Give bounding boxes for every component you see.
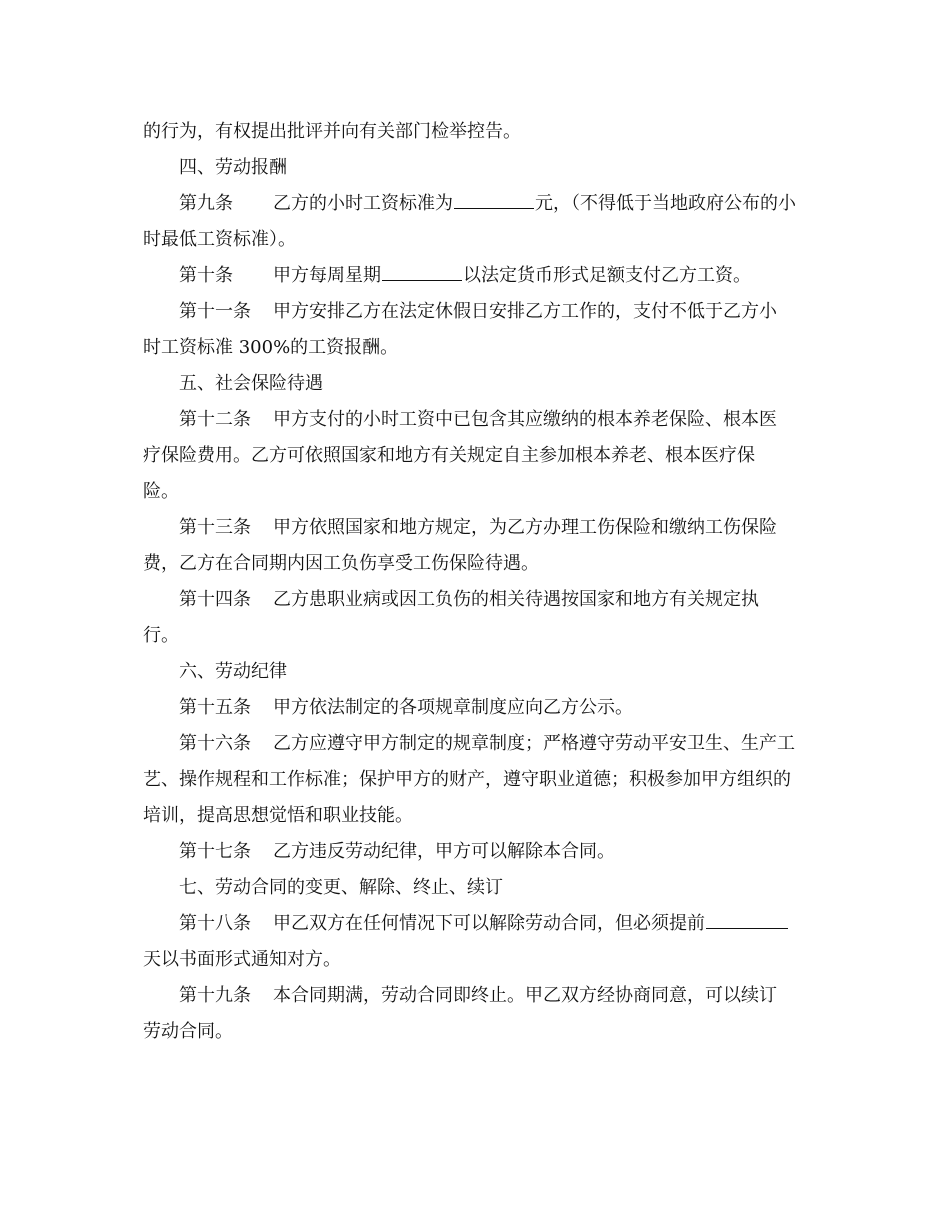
section-heading-text: 五、社会保险待遇 bbox=[179, 373, 323, 394]
article-12-line-3 bbox=[143, 474, 805, 510]
article-label: 第十一条 bbox=[179, 301, 251, 322]
article-text: 乙方患职业病或因工负伤的相关待遇按国家和地方有关规定执 bbox=[273, 589, 759, 610]
section-heading-5 bbox=[143, 366, 805, 402]
article-16-line-2 bbox=[143, 762, 805, 798]
article-text: 劳动合同。 bbox=[143, 1021, 233, 1042]
article-text: 元，（不得低于当地政府公布的小 bbox=[535, 193, 796, 214]
article-label: 第十七条 bbox=[179, 841, 251, 862]
article-label: 第十三条 bbox=[179, 517, 251, 538]
article-label: 第十条 bbox=[179, 265, 233, 286]
section-heading-7 bbox=[143, 870, 805, 906]
fill-in-blank-hourly-wage[interactable] bbox=[454, 192, 534, 209]
article-text: 甲方安排乙方在法定休假日安排乙方工作的，支付不低于乙方小 bbox=[273, 301, 777, 322]
article-text: 甲乙双方在任何情况下可以解除劳动合同，但必须提前 bbox=[273, 913, 705, 934]
article-19-line-1 bbox=[143, 978, 805, 1014]
article-10 bbox=[143, 258, 805, 294]
document-body bbox=[143, 114, 805, 1050]
section-heading-6 bbox=[143, 654, 805, 690]
paragraph-continuation bbox=[143, 114, 805, 150]
article-16-line-3 bbox=[143, 798, 805, 834]
article-text: 乙方的小时工资标准为 bbox=[273, 193, 453, 214]
fill-in-blank-pay-day[interactable] bbox=[382, 264, 462, 281]
article-text: 培训，提高思想觉悟和职业技能。 bbox=[143, 805, 413, 826]
article-11-line-1 bbox=[143, 294, 805, 330]
section-heading-text: 七、劳动合同的变更、解除、终止、续订 bbox=[179, 877, 503, 898]
section-heading-text: 六、劳动纪律 bbox=[179, 661, 287, 682]
article-12-line-2 bbox=[143, 438, 805, 474]
article-text: 天以书面形式通知对方。 bbox=[143, 949, 341, 970]
section-heading-4 bbox=[143, 150, 805, 186]
article-text: 疗保险费用。乙方可依照国家和地方有关规定自主参加根本养老、根本医疗保 bbox=[143, 445, 755, 466]
article-label: 第十九条 bbox=[179, 985, 251, 1006]
article-text: 行。 bbox=[143, 625, 179, 646]
article-text: 以法定货币形式足额支付乙方工资。 bbox=[463, 265, 751, 286]
article-11-line-2 bbox=[143, 330, 805, 366]
article-13-line-1 bbox=[143, 510, 805, 546]
article-text: 甲方依照国家和地方规定，为乙方办理工伤保险和缴纳工伤保险 bbox=[273, 517, 777, 538]
article-text: 时最低工资标准）。 bbox=[143, 229, 296, 250]
article-label: 第十六条 bbox=[179, 733, 251, 754]
article-text: 甲方依法制定的各项规章制度应向乙方公示。 bbox=[273, 697, 633, 718]
article-label: 第十五条 bbox=[179, 697, 251, 718]
article-16-line-1 bbox=[143, 726, 805, 762]
article-12-line-1 bbox=[143, 402, 805, 438]
article-19-line-2 bbox=[143, 1014, 805, 1050]
article-text: 险。 bbox=[143, 481, 179, 502]
article-9-line-1 bbox=[143, 186, 805, 222]
article-label: 第九条 bbox=[179, 193, 233, 214]
article-label: 第十八条 bbox=[179, 913, 251, 934]
article-text: 艺、操作规程和工作标准；保护甲方的财产，遵守职业道德；积极参加甲方组织的 bbox=[143, 769, 791, 790]
article-14-line-1 bbox=[143, 582, 805, 618]
article-text: 甲方支付的小时工资中已包含其应缴纳的根本养老保险、根本医 bbox=[273, 409, 777, 430]
article-18-line-2 bbox=[143, 942, 805, 978]
article-text: 费，乙方在合同期内因工负伤享受工伤保险待遇。 bbox=[143, 553, 539, 574]
article-9-line-2 bbox=[143, 222, 805, 258]
fill-in-blank-notice-days[interactable] bbox=[706, 912, 788, 929]
article-text: 乙方违反劳动纪律，甲方可以解除本合同。 bbox=[273, 841, 615, 862]
article-13-line-2 bbox=[143, 546, 805, 582]
article-18-line-1 bbox=[143, 906, 805, 942]
article-label: 第十四条 bbox=[179, 589, 251, 610]
article-text: 甲方每周星期 bbox=[273, 265, 381, 286]
article-text: 本合同期满，劳动合同即终止。甲乙双方经协商同意，可以续订 bbox=[273, 985, 777, 1006]
article-text: 时工资标准 300%的工资报酬。 bbox=[143, 337, 399, 358]
article-label: 第十二条 bbox=[179, 409, 251, 430]
article-15 bbox=[143, 690, 805, 726]
article-17 bbox=[143, 834, 805, 870]
article-text: 乙方应遵守甲方制定的规章制度；严格遵守劳动平安卫生、生产工 bbox=[273, 733, 795, 754]
section-heading-text: 四、劳动报酬 bbox=[179, 157, 287, 178]
article-14-line-2 bbox=[143, 618, 805, 654]
paragraph-text: 的行为，有权提出批评并向有关部门检举控告。 bbox=[143, 121, 521, 142]
